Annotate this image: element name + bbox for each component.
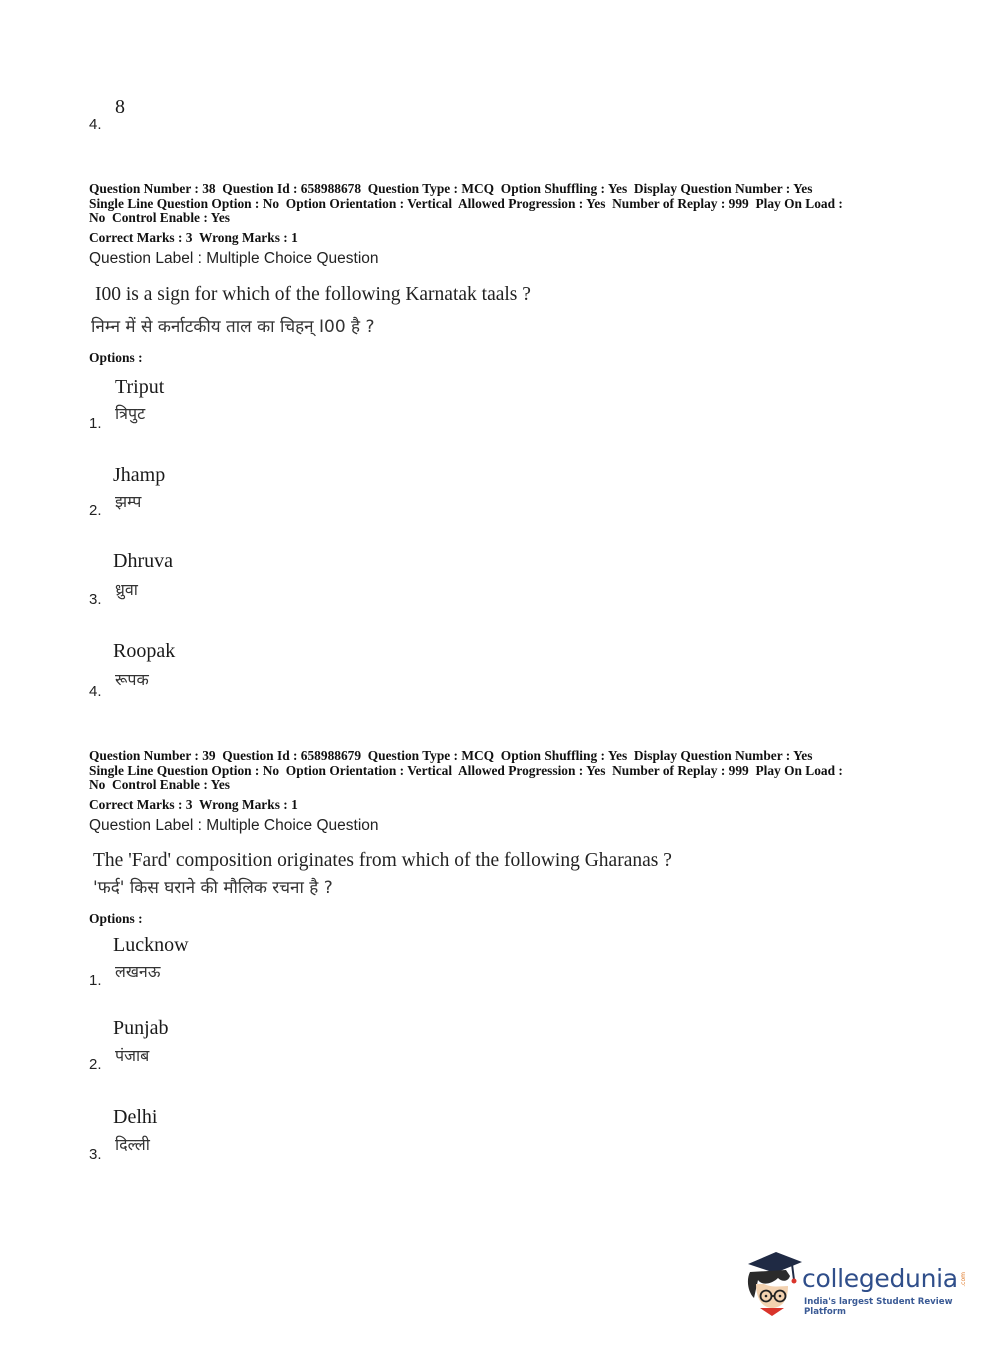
mascot-icon bbox=[742, 1250, 804, 1316]
collegedunia-logo[interactable] bbox=[742, 1250, 972, 1320]
question-text-hi: 'फर्द' किस घराने की मौलिक रचना है ? bbox=[93, 878, 333, 898]
option-text-en: Punjab bbox=[113, 1017, 169, 1039]
option-number: 3. bbox=[89, 1146, 102, 1163]
option-text-hi: लखनऊ bbox=[115, 962, 161, 981]
option-text-en: Jhamp bbox=[113, 464, 166, 486]
question-meta-line-3: No Control Enable : Yes bbox=[89, 777, 230, 793]
option-text-en: Triput bbox=[115, 376, 165, 398]
option-number: 1. bbox=[89, 415, 102, 432]
question-meta-line-2: Single Line Question Option : No Option Orientation : Vertical Allowed Progression : Yes Number of Replay : 999 Play On Load : bbox=[89, 762, 843, 778]
option-text-hi: रूपक bbox=[115, 670, 149, 689]
prev-option-number: 4. bbox=[89, 116, 102, 133]
question-text-en: The 'Fard' composition originates from which of the following Gharanas ? bbox=[93, 850, 672, 871]
option-text-hi: झम्प bbox=[115, 492, 142, 511]
options-title: Options : bbox=[89, 350, 143, 365]
option-text-hi: पंजाब bbox=[115, 1046, 150, 1065]
options-title: Options : bbox=[89, 911, 143, 926]
question-marks: Correct Marks : 3 Wrong Marks : 1 bbox=[89, 230, 298, 245]
question-meta-line-3: No Control Enable : Yes bbox=[89, 210, 230, 226]
option-text-en: Lucknow bbox=[113, 934, 189, 956]
option-text-en: Dhruva bbox=[113, 550, 173, 572]
question-label: Question Label : Multiple Choice Question bbox=[89, 250, 379, 267]
option-text-hi: दिल्ली bbox=[115, 1135, 150, 1154]
option-text-hi: त्रिपुट bbox=[115, 404, 146, 423]
logo-suffix: .com bbox=[960, 1272, 967, 1287]
option-text-en: Roopak bbox=[113, 640, 176, 662]
question-text-hi: निम्न में से कर्नाटकीय ताल का चिहन् I00 है ? bbox=[91, 317, 375, 337]
question-meta-line-1: Question Number : 38 Question Id : 658988678 Question Type : MCQ Option Shuffling : Yes Display Question Number : Yes bbox=[89, 181, 813, 196]
option-number: 1. bbox=[89, 972, 102, 989]
question-label: Question Label : Multiple Choice Question bbox=[89, 817, 379, 834]
logo-tagline: India's largest Student Review Platform bbox=[804, 1297, 953, 1317]
option-number: 4. bbox=[89, 683, 102, 700]
question-meta-line-2: Single Line Question Option : No Option Orientation : Vertical Allowed Progression : Yes Number of Replay : 999 Play On Load : bbox=[89, 195, 843, 211]
question-meta-line-1: Question Number : 39 Question Id : 658988679 Question Type : MCQ Option Shuffling : Yes Display Question Number : Yes bbox=[89, 748, 813, 763]
logo-wordmark: collegedunia bbox=[802, 1264, 958, 1293]
option-number: 2. bbox=[89, 502, 102, 519]
option-number: 3. bbox=[89, 591, 102, 608]
option-text-hi: ध्रुवा bbox=[115, 580, 138, 599]
question-marks: Correct Marks : 3 Wrong Marks : 1 bbox=[89, 797, 298, 812]
question-text-en: I00 is a sign for which of the following Karnatak taals ? bbox=[95, 284, 531, 305]
prev-option-value: 8 bbox=[115, 96, 125, 118]
option-number: 2. bbox=[89, 1056, 102, 1073]
option-text-en: Delhi bbox=[113, 1106, 158, 1128]
